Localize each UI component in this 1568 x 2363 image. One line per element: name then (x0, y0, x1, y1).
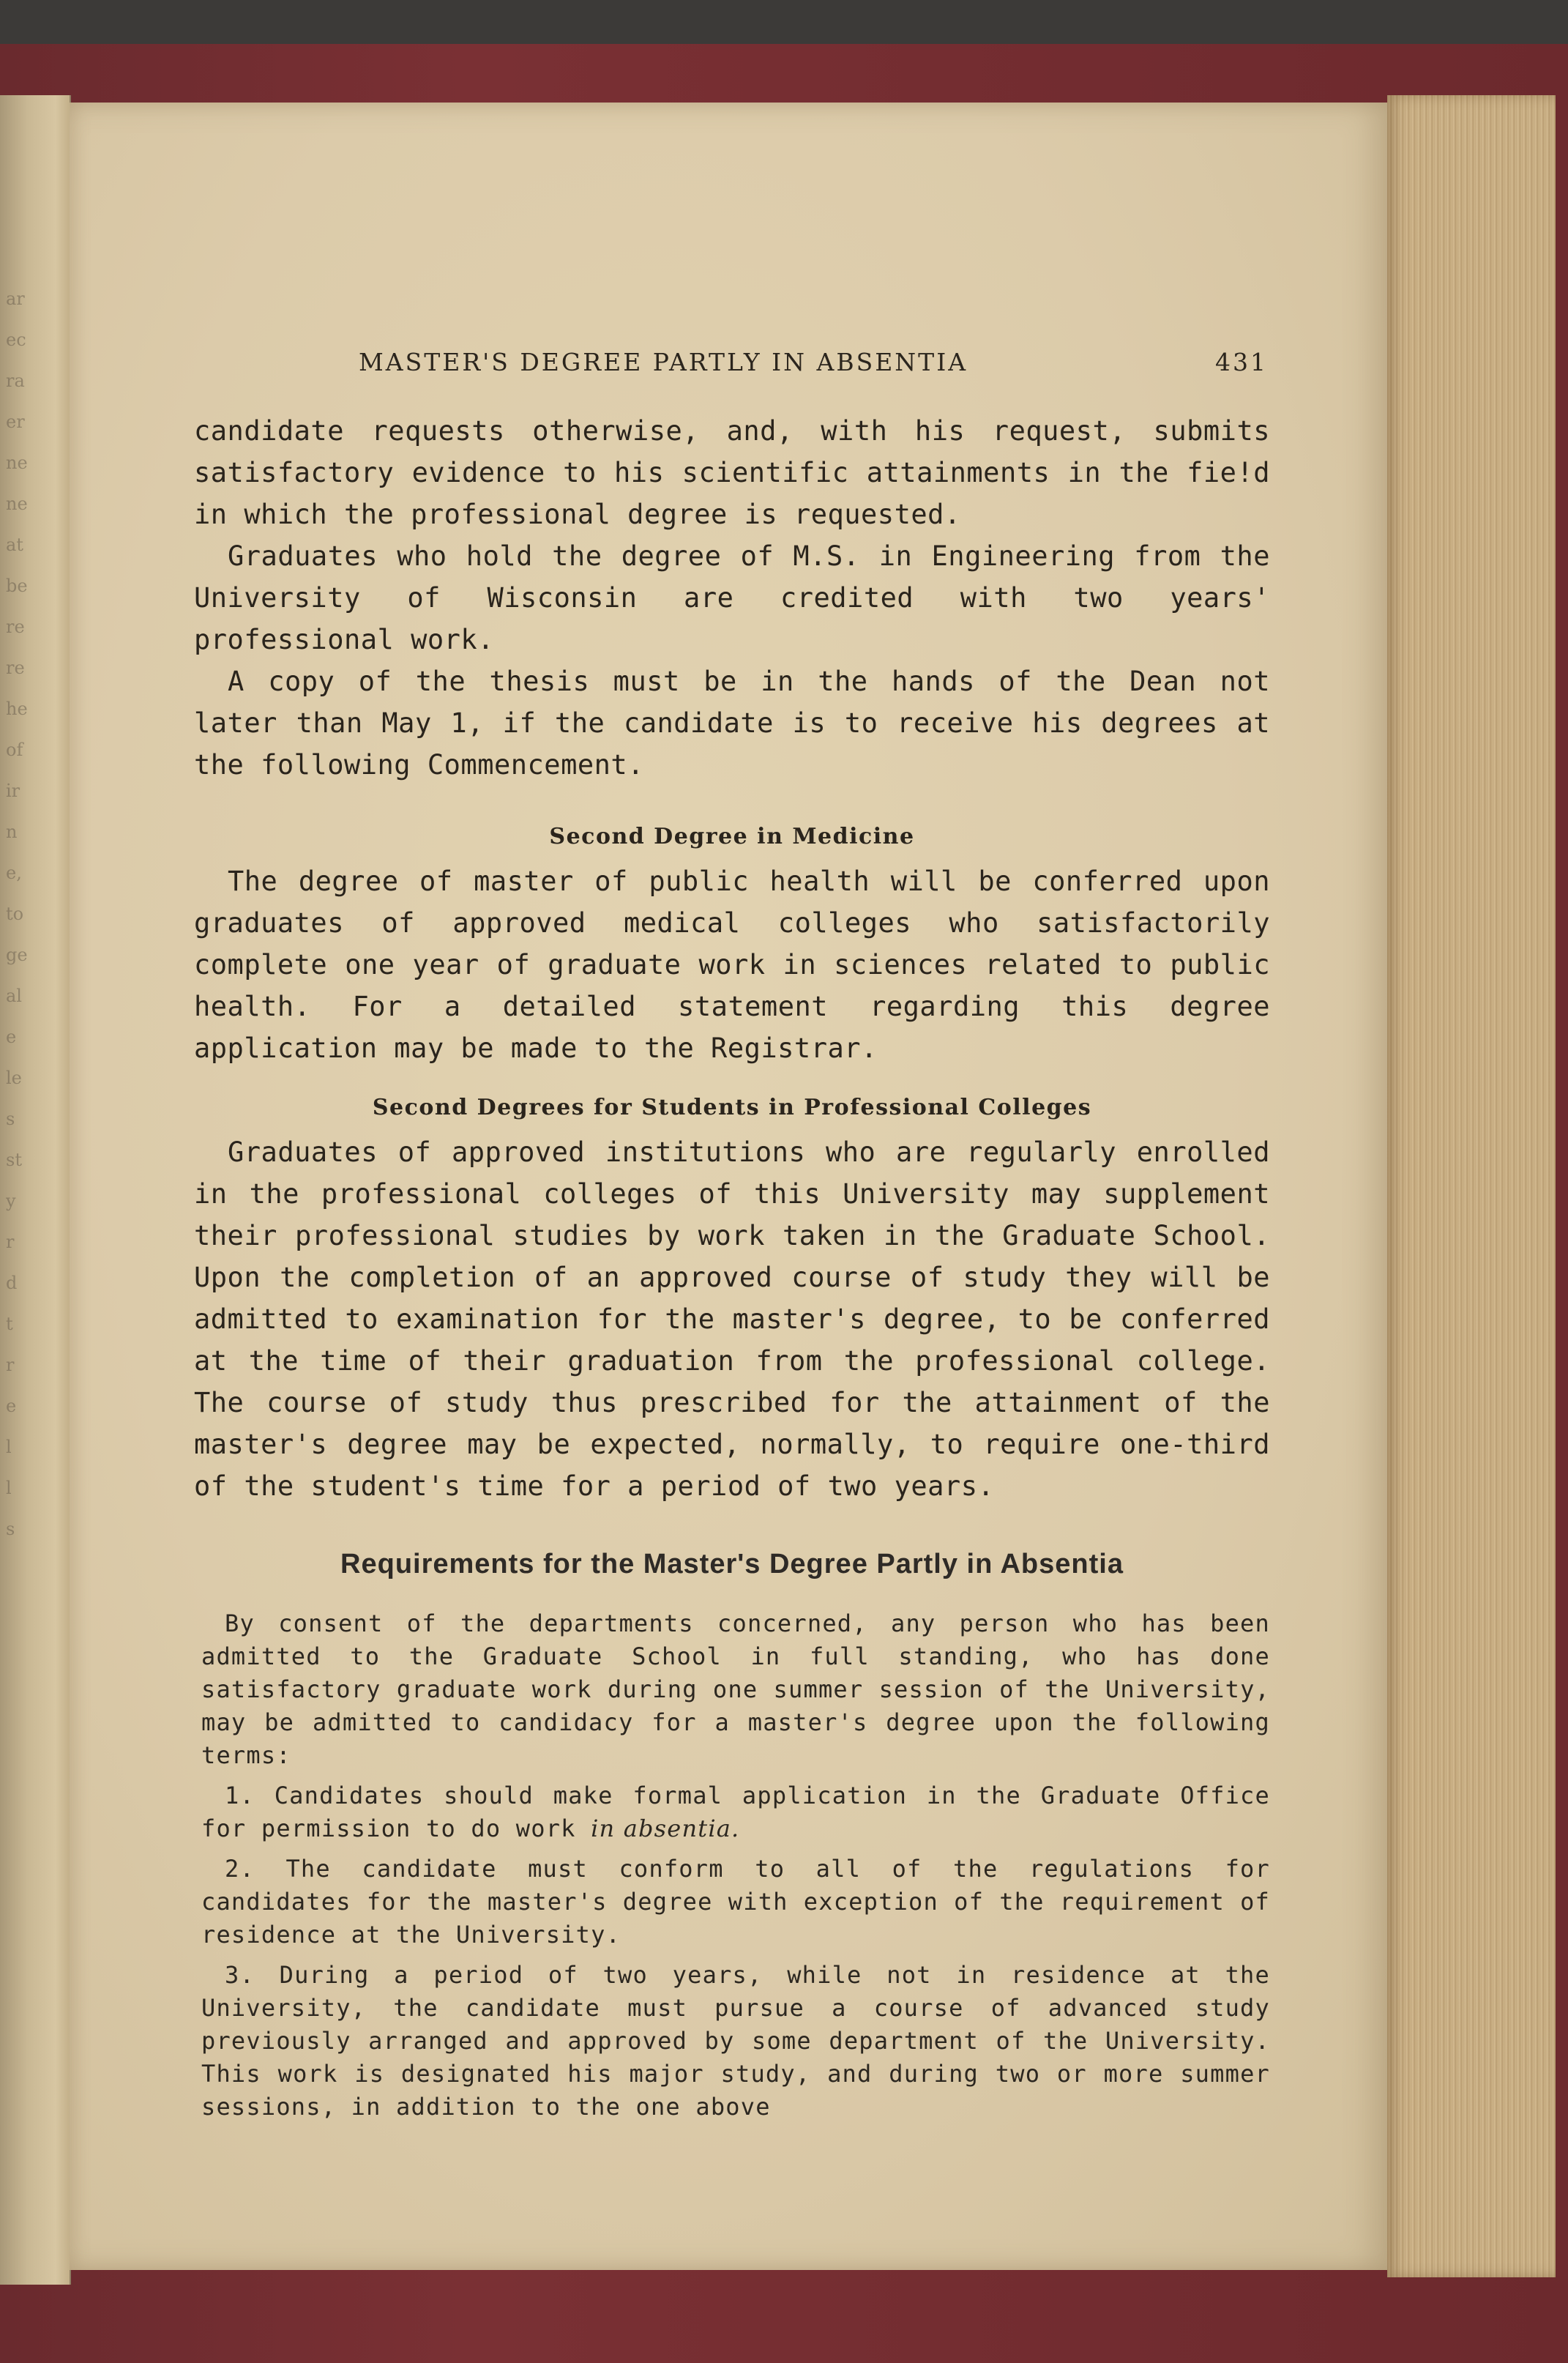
intro-paragraph-2: Graduates who hold the degree of M.S. in Engineering from the University of Wisconsin are credited with two years' professional work. (194, 540, 1270, 655)
left-edge-fragment: e (6, 1027, 17, 1047)
left-edge-fragment: r (6, 1232, 15, 1252)
page-number: 431 (1215, 348, 1268, 376)
heading-requirements-absentia: Requirements for the Master's Degree Partly in Absentia (340, 1549, 1124, 1579)
left-edge-fragment: r (6, 1355, 15, 1375)
left-edge-fragment: ar (6, 289, 25, 309)
left-edge-fragment: l (6, 1478, 12, 1498)
left-edge-fragment: to (6, 904, 24, 924)
left-edge-fragment: s (6, 1519, 15, 1539)
left-edge-fragment: y (6, 1191, 16, 1211)
absentia-intro: By consent of the departments concerned, any person who has been admitted to the Graduate School in full standing, who has done satisfactory graduate work during one summer session of the University, may be admitted to candidacy for a master's degree upon the following terms: (201, 1610, 1270, 1769)
absentia-item-3: 3. During a period of two years, while not in residence at the University, the candidate must pursue a course of advanced study previously arranged and approved by some department of the University. This work is designated his major study, and during two or more summer sessions, in addition to the one above (201, 1961, 1270, 2121)
left-edge-fragment: t (6, 1314, 13, 1334)
left-edge-fragment: re (6, 617, 25, 637)
left-page-edge-text (6, 278, 50, 1549)
left-edge-fragment: ec (6, 330, 26, 350)
left-edge-fragment: al (6, 986, 22, 1006)
left-edge-fragment: be (6, 576, 28, 596)
left-edge-fragment: ne (6, 453, 28, 473)
left-edge-fragment: ra (6, 371, 25, 391)
left-edge-fragment: e (6, 1396, 17, 1416)
intro-text (194, 410, 1270, 786)
medicine-paragraph: The degree of master of public health will be conferred upon graduates of approved medical colleges who satisfactorily complete one year of graduate work in sciences related to public health. For a detailed statement regarding this degree application may be made to the Registrar. (194, 866, 1270, 1064)
left-edge-fragment: ir (6, 781, 20, 801)
left-edge-fragment: st (6, 1150, 22, 1170)
absentia-item-2: 2. The candidate must conform to all of the regulations for candidates for the master's degree with exception of the requirement of residence at the University. (201, 1855, 1270, 1949)
intro-paragraph-3: A copy of the thesis must be in the hands of the Dean not later than May 1, if the candidate is to receive his degrees at the following Commencement. (194, 666, 1270, 781)
heading-second-degrees-professional: Second Degrees for Students in Professional Colleges (372, 1095, 1092, 1120)
page-fore-edge (1387, 95, 1556, 2277)
heading-second-degree-medicine: Second Degree in Medicine (549, 824, 915, 849)
left-edge-fragment: s (6, 1109, 15, 1129)
left-edge-fragment: d (6, 1273, 18, 1293)
running-head-title: MASTER'S DEGREE PARTLY IN ABSENTIA (359, 348, 968, 376)
left-edge-fragment: er (6, 412, 25, 432)
absentia-item-1 (201, 1779, 1270, 1845)
left-edge-fragment: of (6, 740, 23, 760)
intro-paragraph-1: candidate requests otherwise, and, with his request, submits satisfactory evidence to his scientific attainments in the fie!d in which the professional degree is requested. (194, 415, 1270, 530)
left-edge-fragment: re (6, 658, 25, 678)
medicine-text (194, 860, 1270, 1069)
left-edge-fragment: e, (6, 863, 22, 883)
left-edge-fragment: le (6, 1068, 22, 1088)
book-page (70, 103, 1387, 2270)
absentia-item-1-italic: in absentia. (591, 1815, 740, 1842)
absentia-text (201, 1607, 1270, 2124)
left-edge-fragment: at (6, 535, 23, 555)
professional-paragraph: Graduates of approved institutions who are regularly enrolled in the professional colleges of this University may supplement their professional studies by work taken in the Graduate School. Upon the completion of an approved course of study they will be admitted to examination for the master's degree, to be conferred at the time of their graduation from the professional college. The course of study thus prescribed for the attainment of the master's degree may be expected, normally, to require one-third of the student's time for a period of two years. (194, 1136, 1270, 1502)
professional-text (194, 1131, 1270, 1507)
left-edge-fragment: ge (6, 945, 28, 965)
left-edge-fragment: he (6, 699, 28, 719)
absentia-item-1-text: 1. Candidates should make formal application in the Graduate Office for permission to do work (201, 1782, 1270, 1842)
left-page-edge (0, 95, 71, 2285)
left-edge-fragment: n (6, 822, 18, 842)
left-edge-fragment: ne (6, 494, 28, 514)
left-edge-fragment: l (6, 1437, 12, 1457)
